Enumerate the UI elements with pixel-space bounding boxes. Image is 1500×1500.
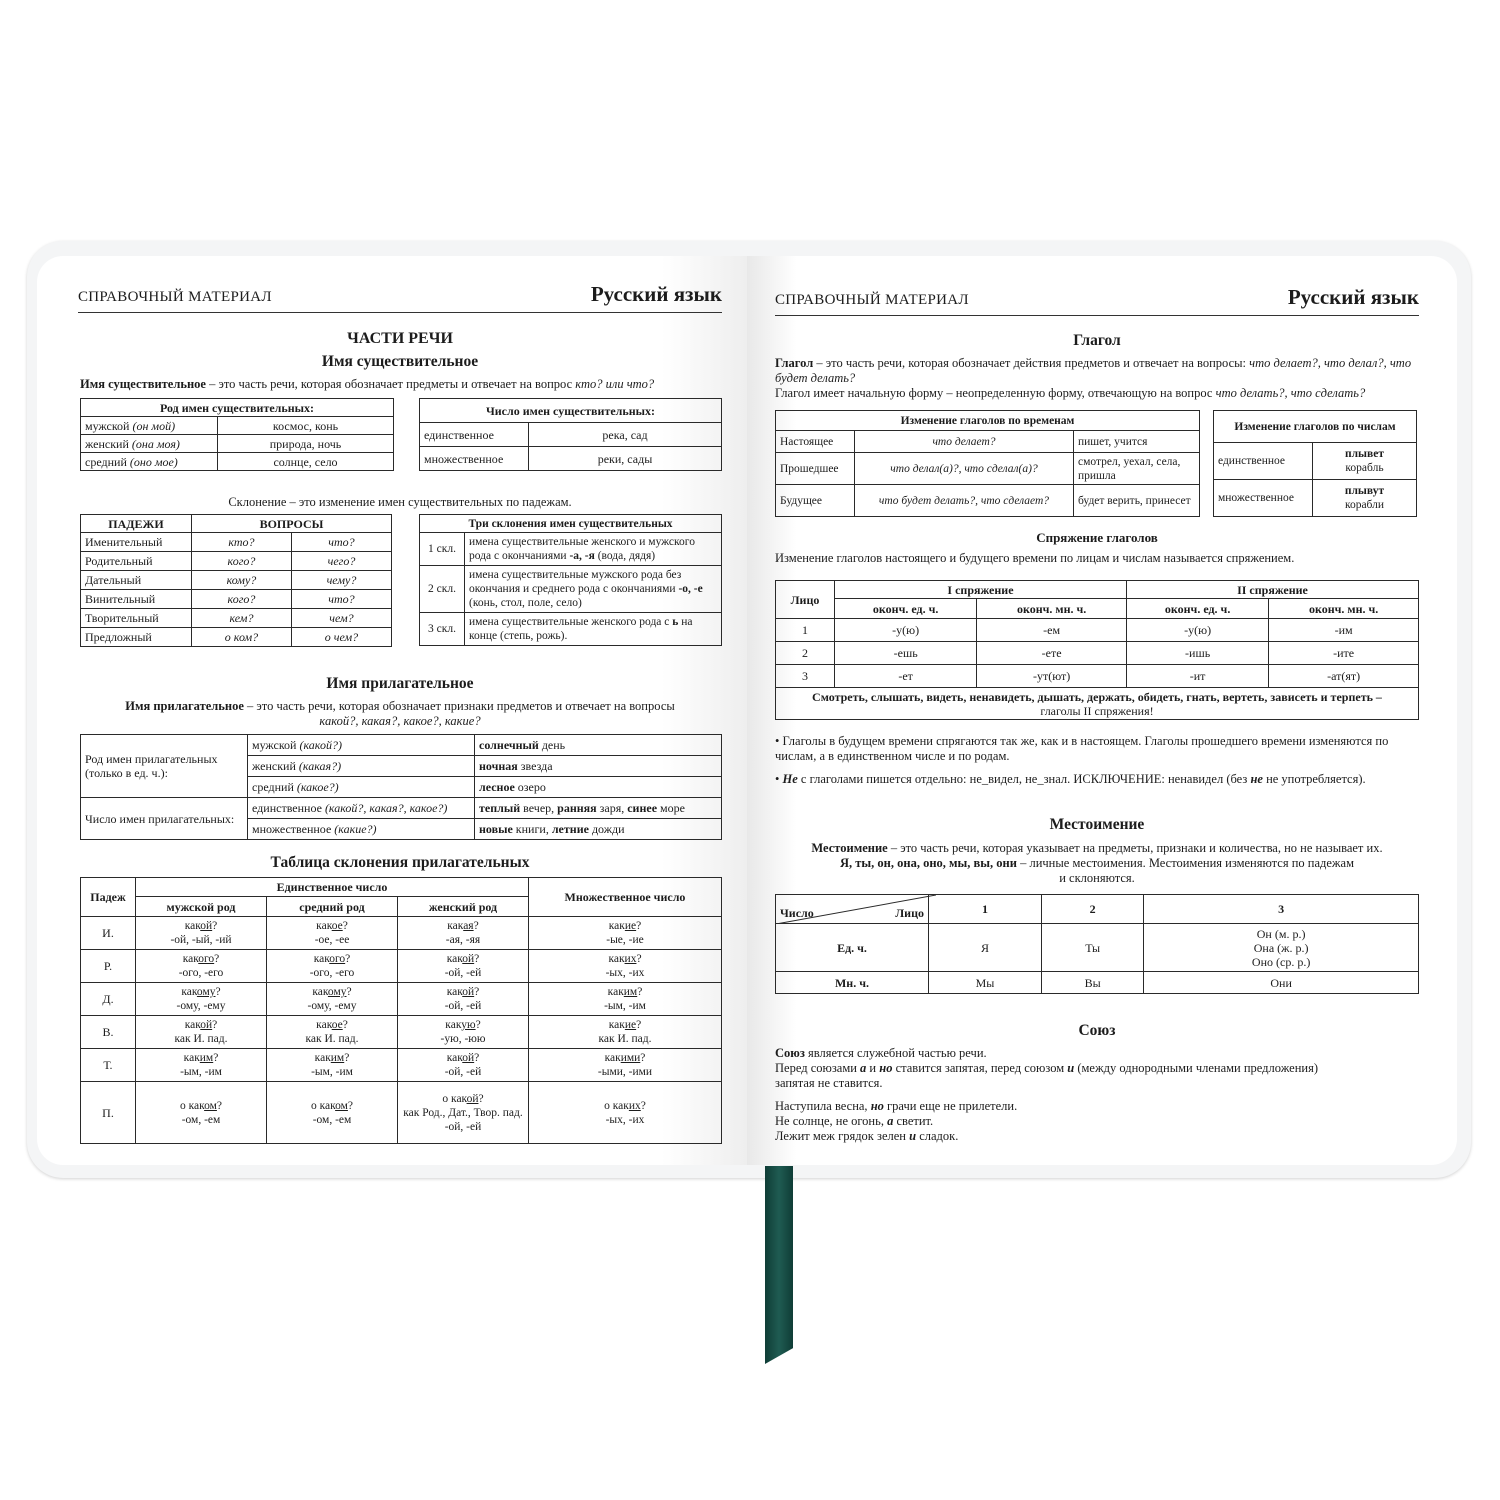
bullet-ne-with-verbs: • Не с глаголами пишется отдельно: не_видел, не_знал. ИСКЛЮЧЕНИЕ: ненавидел (без не не употребляется). xyxy=(775,772,1366,786)
right-page xyxy=(747,256,1457,1165)
bullet-future-tense: • Глаголы в будущем времени спрягаются так же, как и в настоящем. Глаголы прошедшего времени изменяются по числам, а в единственном числе и по родам. xyxy=(775,734,1389,763)
subject-title: Русский язык xyxy=(1287,285,1419,309)
page-header xyxy=(775,285,1419,316)
table-row: Р. какого? -ого, -его какого? -ого, -его какой? -ой, -ей каких? -ых, -их xyxy=(81,950,722,983)
pronoun-table-corner: Число Лицо xyxy=(776,895,929,924)
noun-title: Имя существительное xyxy=(321,353,479,370)
verb-number-table: Изменение глаголов по числам единственное плывет корабль множественное плывут корабли xyxy=(1213,410,1417,517)
section-label: СПРАВОЧНЫЙ МАТЕРИАЛ xyxy=(78,289,272,305)
verb-tense-table: Изменение глаголов по временам Настоящее что делает? пишет, учится Прошедшее что делал(а)?, что сделал(а)? смотрел, уехал, села, пришла Будущее что будет делать?, что сделает? будет верить, принесет xyxy=(775,410,1200,517)
verb-title: Глагол xyxy=(1073,332,1121,349)
page-header xyxy=(78,282,722,313)
adjective-title: Имя прилагательное xyxy=(326,675,474,692)
conjugation-title: Спряжение глаголов xyxy=(1036,530,1158,545)
table-row: П. о каком? -ом, -ем о каком? -ом, -ем о какой? как Род., Дат., Твор. пад. -ой, -ей о каких? -ых, -их xyxy=(81,1082,722,1144)
left-page xyxy=(37,256,747,1165)
table-row: Т. каким? -ым, -им каким? -ым, -им какой? -ой, -ей какими? -ыми, -ими xyxy=(81,1049,722,1082)
verb-definition: Глагол – это часть речи, которая обозначает действия предметов и отвечает на вопросы: что делает?, что делал?, что будет делать? Глагол имеет начальную форму – неопределенную форму, отвечающую на вопрос что делать?, что сделать? xyxy=(775,356,1412,400)
table-row: И. какой? -ой, -ый, -ий какое? -ое, -ее какая? -ая, -яя какие? -ые, -ие xyxy=(81,917,722,950)
pronoun-definition: Местоимение – это часть речи, которая указывает на предметы, признаки и количества, но не называет их. Я, ты, он, она, оно, мы, вы, они – личные местоимения. Местоимения изменяются по падежам и склоняются. xyxy=(811,841,1383,885)
adjective-definition: Имя прилагательное – это часть речи, которая обозначает признаки предметов и отвечает на вопросы какой?, какая?, какое?, какие? xyxy=(125,699,675,728)
bookmark-ribbon xyxy=(765,1166,793,1364)
pronoun-title: Местоимение xyxy=(1049,816,1145,833)
adjective-declension-title: Таблица склонения прилагательных xyxy=(270,854,530,871)
pronoun-table: Число Лицо 1 2 3 Ед. ч. Я Ты Он (м. р.) Она (ж. р.) Оно (ср. р.) Мн. ч. Мы Вы Они xyxy=(775,894,1419,994)
adjective-declension-table: Падеж Единственное число Множественное число мужской род средний род женский род И. какой? -ой, -ый, -ий какое? -ое, -ее какая? -ая, -яя какие? -ые, -ие Р. какого? -ого, -его какого? -ого, -его какой? -ой, -ей каких? -ых, -их Д. какому? -ому, -ему какому? -ому, -ему какой? -ой, -ей каким? -ым, -им В. какой? как И. пад. какое? как И. пад. какую? -ую, -юю какие? как И. пад. Т. каким? -ым, -им каким? -ым, -им какой? -ой, -ей какими? -ыми, -ими П. о каком? -ом, -ем о каком? -ом, -ем о какой? как Род., Дат., Твор. пад. -ой, -ей о каких? -ых, -их xyxy=(80,877,722,1144)
three-declensions-table: Три склонения имен существительных 1 скл. имена существительные женского и мужского рода с окончаниями -а, -я (вода, дядя) 2 скл. имена существительные мужского рода без окончания и среднего рода с окончаниями -о, -е (конь, стол, поле, село) 3 скл. имена существительные женского рода с ь на конце (степь, рожь). xyxy=(419,514,722,646)
conjunction-title: Союз xyxy=(1078,1022,1116,1039)
cases-table: ПАДЕЖИ ВОПРОСЫ Именительный кто? что? Родительный кого? чего? Дательный кому? чему? Винительный кого? что? Творительный кем? чем? Предложный о ком? о чем? xyxy=(80,514,392,647)
section-label: СПРАВОЧНЫЙ МАТЕРИАЛ xyxy=(775,292,969,308)
table-row: В. какой? как И. пад. какое? как И. пад. какую? -ую, -юю какие? как И. пад. xyxy=(81,1016,722,1049)
conjunction-examples: Наступила весна, но грачи еще не прилетели. Не солнце, не огонь, а светит. Лежит меж грядок зелен и сладок. xyxy=(775,1099,1018,1143)
conjugation-text: Изменение глаголов настоящего и будущего времени по лицам и числам называется спряжением. xyxy=(775,551,1295,565)
parts-of-speech-title: ЧАСТИ РЕЧИ xyxy=(347,330,453,347)
noun-number-table: Число имен существительных: единственное река, сад множественное реки, сады xyxy=(419,398,722,471)
conjunction-text: Союз является служебной частью речи. Перед союзами а и но ставится запятая, перед союзом и (между однородными членами предложения) запятая не ставится. xyxy=(775,1046,1319,1090)
adjective-table: Род имен прилагательных (только в ед. ч.): мужской (какой?) солнечный день женский (какая?) ночная звезда средний (какое?) лесное озеро Число имен прилагательных: единственное (какой?, какая?, какое?) теплый вечер, ранняя заря, синее море множественное (какие?) новые книги, летние дожди xyxy=(80,734,722,840)
conjugation-table: Лицо I спряжение II спряжение оконч. ед. ч. оконч. мн. ч. оконч. ед. ч. оконч. мн. ч. 1 -у(ю) -ем -у(ю) -им 2 -ешь -ете -ишь -ите 3 -ет -ут(ют) -ит -ат(ят) Смотреть, слышать, видеть, ненавидеть, дышать, держать, обидеть, гнать, вертеть, зависеть и терпеть – глаголы II спряжения! xyxy=(775,580,1419,720)
declension-note: Склонение – это изменение имен существительных по падежам. xyxy=(228,495,572,509)
table-row: Д. какому? -ому, -ему какому? -ому, -ему какой? -ой, -ей каким? -ым, -им xyxy=(81,983,722,1016)
noun-gender-table: Род имен существительных: мужской (он мой) космос, конь женский (она моя) природа, ночь средний (оно мое) солнце, село xyxy=(80,398,394,471)
subject-title: Русский язык xyxy=(590,282,722,306)
noun-definition: Имя существительное – это часть речи, которая обозначает предметы и отвечает на вопрос кто? или что? xyxy=(80,377,655,391)
